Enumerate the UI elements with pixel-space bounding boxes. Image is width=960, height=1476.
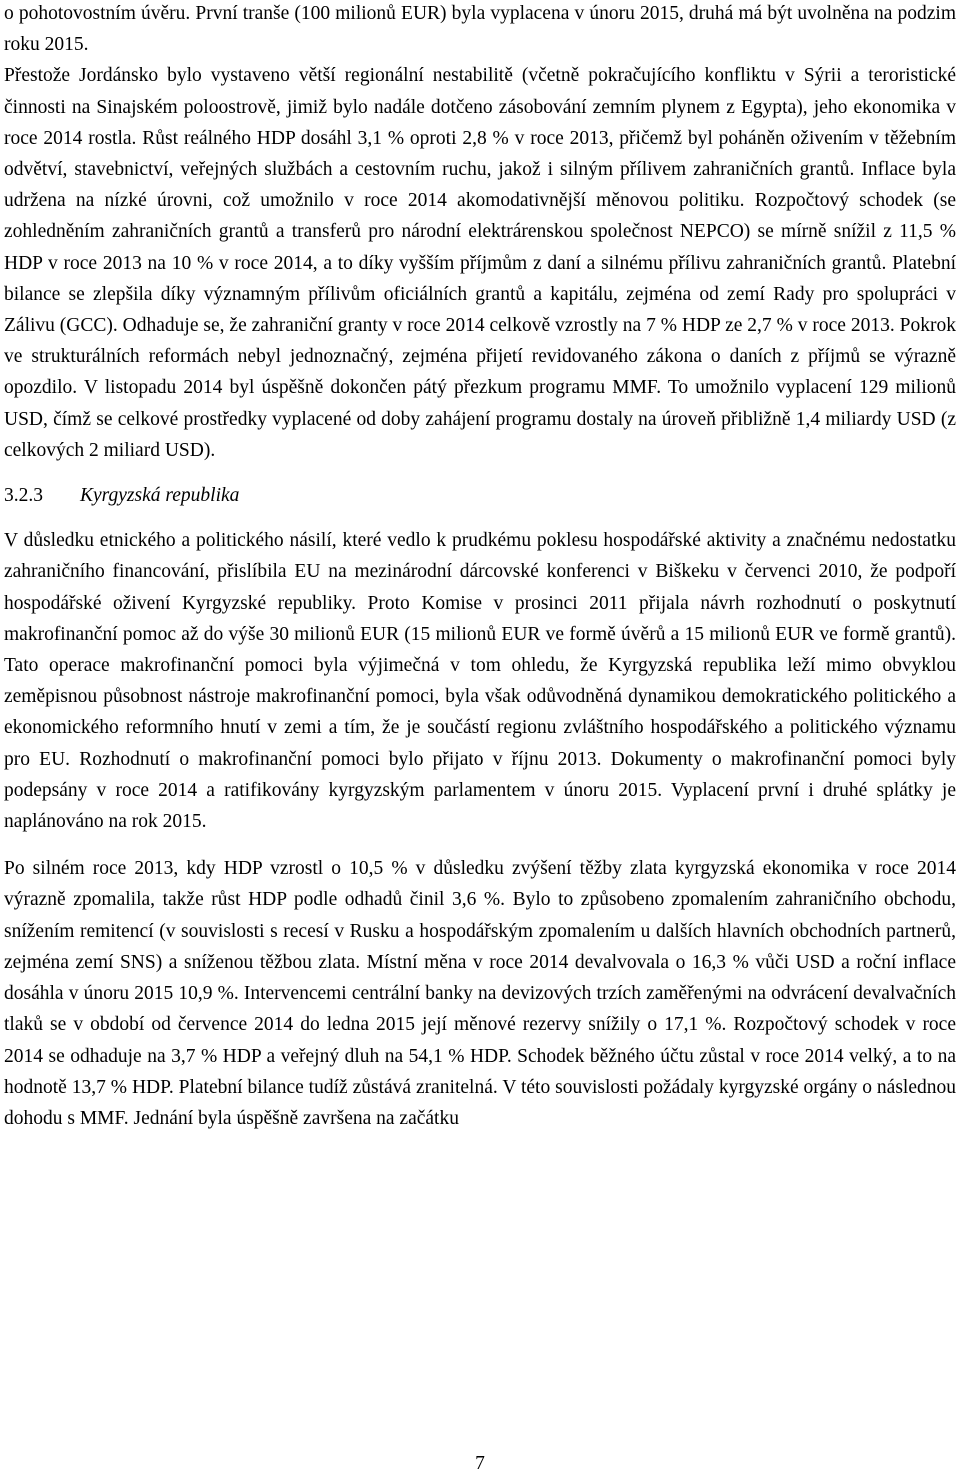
section-title: Kyrgyzská republika (80, 485, 240, 507)
page-number: 7 (475, 1453, 485, 1474)
section-heading (4, 480, 956, 511)
paragraph-jordan-economy: Přestože Jordánsko bylo vystaveno větší regionální nestabilitě (včetně pokračujícího konfliktu v Sýrii a teroristické činnosti na Sinajském poloostrově, jimiž bylo nadále dotčeno zásobování zemním plynem z Egypta), jeho ekonomika v roce 2014 rostla. Růst reálného HDP dosáhl 3,1 % oproti 2,8 % v roce 2013, přičemž byl poháněn oživením v těžebním odvětví, stavebnictví, veřejných službách a cestovním ruchu, jakož i silným přílivem zahraničních grantů. Inflace byla udržena na nízké úrovni, což umožnilo v roce 2014 akomodativnější měnovou politiku. Rozpočtový schodek (se zohledněním zahraničních grantů a transferů pro národní elektrárenskou společnost NEPCO) se mírně snížil z 11,5 % HDP v roce 2013 na 10 % v roce 2014, a to díky vyšším příjmům z daní a silnému přílivu zahraničních grantů. Platební bilance se zlepšila díky významným přílivům oficiálních grantů a kapitálu, zejména od zemí Rady pro spolupráci v Zálivu (GCC). Odhaduje se, že zahraniční granty v roce 2014 celkově vzrostly na 7 % HDP ze 2,7 % v roce 2013. Pokrok ve strukturálních reformách nebyl jednoznačný, zejména přijetí revidovaného zákona o daních z příjmů se výrazně opozdilo. V listopadu 2014 byl úspěšně dokončen pátý přezkum programu MMF. To umožnilo vyplacení 129 milionů USD, čímž se celkové prostředky vyplacené od doby zahájení programu dostaly na úroveň přibližně 1,4 miliardy USD (z celkových 2 miliard USD). (4, 65, 956, 461)
paragraph-kyrgyz-assistance: V důsledku etnického a politického násilí, které vedlo k prudkému poklesu hospodářské aktivity a značnému nedostatku zahraničního financování, přislíbila EU na mezinárodní dárcovské konferenci v Biškeku v červenci 2010, že podpoří hospodářské oživení Kyrgyzské republiky. Proto Komise v prosinci 2011 přijala návrh rozhodnutí o poskytnutí makrofinanční pomoc až do výše 30 milionů EUR (15 milionů EUR ve formě úvěrů a 15 milionů EUR ve formě grantů). Tato operace makrofinanční pomoci byla výjimečná v tom ohledu, že Kyrgyzská republika leží mimo obvyklou zeměpisnou působnost nástroje makrofinanční pomoci, byla však odůvodněná dynamikou demokratického politického a ekonomického reformního hnutí v zemi a tím, že je součástí regionu zvláštního hospodářského a politického významu pro EU. Rozhodnutí o makrofinanční pomoci bylo přijato v říjnu 2013. Dokumenty o makrofinanční pomoci byly podepsány v roce 2014 a ratifikovány kyrgyzským parlamentem v únoru 2015. Vyplacení první i druhé splátky je naplánováno na rok 2015. (4, 530, 956, 833)
paragraph-kyrgyz-economy: Po silném roce 2013, kdy HDP vzrostl o 10,5 % v důsledku zvýšení těžby zlata kyrgyzská ekonomika v roce 2014 výrazně zpomalila, takže růst HDP podle odhadů činil 3,6 %. Bylo to způsobeno zpomalením zahraničního obchodu, snížením remitencí (v souvislosti s recesí v Rusku a hospodářským zpomalením u dalších hlavních obchodních partnerů, zejména zemí SNS) a sníženou těžbou zlata. Místní měna v roce 2014 devalvovala o 16,3 % vůči USD a roční inflace dosáhla v únoru 2015 10,9 %. Intervencemi centrální banky na devizových trzích zaměřenými na odvrácení devalvačních tlaků se v období od července 2014 do ledna 2015 její měnové rezervy snížily o 17,1 %. Rozpočtový schodek v roce 2014 se odhaduje na 3,7 % HDP a veřejný dluh na 54,1 % HDP. Schodek běžného účtu zůstal v roce 2014 velký, a to na hodnotě 13,7 % HDP. Platební bilance tudíž zůstává zranitelná. V této souvislosti požádaly kyrgyzské orgány o následnou dohodu s MMF. Jednání byla úspěšně završena na začátku (4, 858, 956, 1129)
section-number: 3.2.3 (4, 485, 43, 507)
paragraph-jordan-intro: o pohotovostním úvěru. První tranše (100 milionů EUR) byla vyplacena v únoru 2015, druhá má být uvolněna na podzim roku 2015. (4, 3, 956, 56)
